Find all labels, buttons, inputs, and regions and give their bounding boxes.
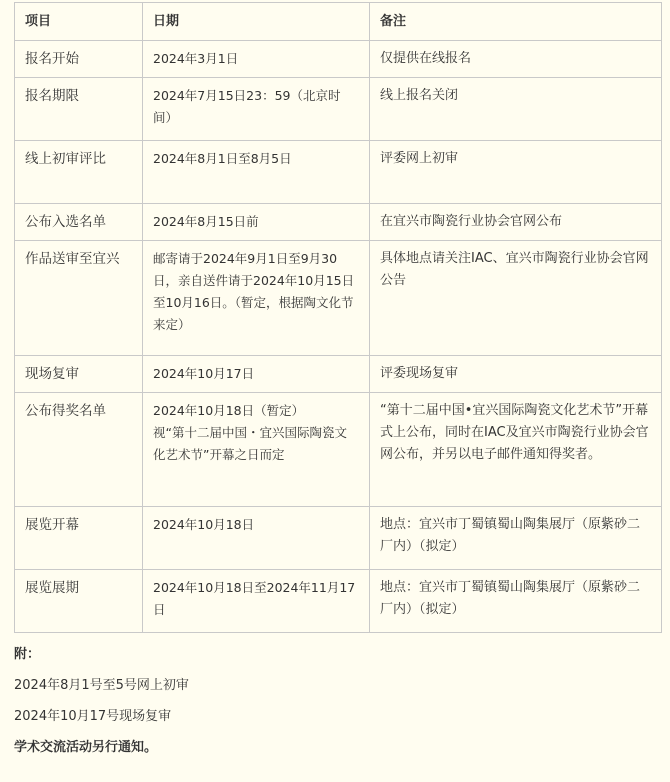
note-line-academic-exchange: 学术交流活动另行通知。	[14, 740, 158, 755]
table-row	[15, 570, 662, 633]
row-date: 2024年8月15日前	[143, 204, 370, 241]
table-row	[15, 356, 662, 393]
row-note: “第十二届中国•宜兴国际陶瓷文化艺术节”开幕式上公布，同时在IAC及宜兴市陶瓷行业协会官网公布，并另以电子邮件通知得奖者。	[370, 393, 662, 507]
row-date: 2024年8月1日至8月5日	[143, 141, 370, 204]
notes-section	[14, 644, 654, 759]
schedule-table-wrapper	[14, 2, 661, 633]
row-note: 具体地点请关注IAC、宜兴市陶瓷行业协会官网公告	[370, 241, 662, 356]
row-item: 作品送审至宜兴	[15, 241, 143, 356]
note-line-onsite-review: 2024年10月17号现场复审	[14, 709, 172, 724]
table-row	[15, 393, 662, 507]
row-note: 评委网上初审	[370, 141, 662, 204]
row-item: 线上初审评比	[15, 141, 143, 204]
row-note: 评委现场复审	[370, 356, 662, 393]
row-item: 公布入选名单	[15, 204, 143, 241]
column-header-date: 日期	[143, 3, 370, 41]
row-item: 展览展期	[15, 570, 143, 633]
row-date: 邮寄请于2024年9月1日至9月30日，亲自送件请于2024年10月15日至10月16日。（暂定，根据陶文化节来定）	[143, 241, 370, 356]
row-note: 在宜兴市陶瓷行业协会官网公布	[370, 204, 662, 241]
row-item: 展览开幕	[15, 507, 143, 570]
row-date-line-1: 2024年10月18日（暂定）	[153, 403, 305, 418]
schedule-table	[14, 2, 662, 633]
row-date: 2024年10月18日至2024年11月17日	[143, 570, 370, 633]
row-date: 2024年10月17日	[143, 356, 370, 393]
row-note: 地点：宜兴市丁蜀镇蜀山陶集展厅（原紫砂二厂内）（拟定）	[370, 570, 662, 633]
table-row	[15, 204, 662, 241]
note-line-online-review: 2024年8月1号至5号网上初审	[14, 678, 189, 693]
notes-heading: 附：	[14, 647, 41, 662]
row-note: 仅提供在线报名	[370, 41, 662, 78]
table-header-row	[15, 3, 662, 41]
row-item: 公布得奖名单	[15, 393, 143, 507]
table-row	[15, 41, 662, 78]
row-date: 2024年3月1日	[143, 41, 370, 78]
row-item: 报名期限	[15, 78, 143, 141]
column-header-item: 项目	[15, 3, 143, 41]
table-row	[15, 241, 662, 356]
row-note: 线上报名关闭	[370, 78, 662, 141]
row-date-line-2: 视“第十二届中国・宜兴国际陶瓷文化艺术节”开幕之日而定	[153, 425, 347, 462]
row-item: 报名开始	[15, 41, 143, 78]
row-note: 地点：宜兴市丁蜀镇蜀山陶集展厅（原紫砂二厂内）（拟定）	[370, 507, 662, 570]
row-date: 2024年10月18日	[143, 507, 370, 570]
row-date	[143, 393, 370, 507]
row-item: 现场复审	[15, 356, 143, 393]
row-date: 2024年7月15日23：59（北京时间）	[143, 78, 370, 141]
column-header-note: 备注	[370, 3, 662, 41]
table-row	[15, 78, 662, 141]
table-row	[15, 507, 662, 570]
table-row	[15, 141, 662, 204]
